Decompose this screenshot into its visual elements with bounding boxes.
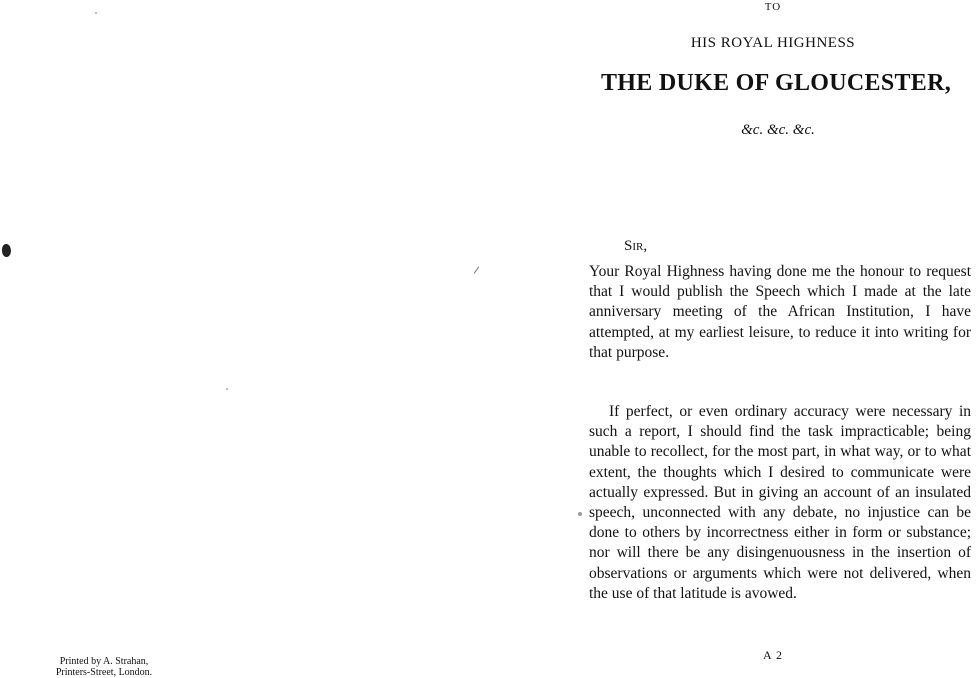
imprint-line-2: Printers-Street, London.	[55, 667, 153, 678]
ink-blot	[2, 244, 11, 257]
paragraph-1: Your Royal Highness having done me the honour to request that I would publish the Speech which I made at the late anniversary meeting of the African Institution, I have attempted, at my earliest leisure, to reduce it into writing for that purpose.	[589, 263, 971, 361]
imprint-line-1: Printed by A. Strahan,	[59, 656, 149, 667]
paper-speck	[95, 12, 97, 14]
dedication-etcetera: &c. &c. &c.	[741, 122, 815, 138]
paper-speck	[226, 388, 228, 390]
printer-imprint	[44, 656, 164, 678]
signature-mark: A 2	[762, 648, 783, 662]
paragraph-2: If perfect, or even ordinary accuracy were necessary in such a report, I should find the task impracticable; being unable to recollect, for the most part, in what way, or to what extent, the thoughts which I desired to communicate were actually expressed. But in giving an account of an insulated speech, unconnected with any debate, no injustice can be done to others by incorrectness either in form or substance; nor will there be any disingenuousness in the insertion of observations or arguments which were not delivered, when the use of that latitude is avowed.	[589, 403, 971, 602]
margin-mark	[578, 512, 582, 516]
dedication-to: TO	[764, 1, 782, 13]
salutation: Sir,	[624, 238, 648, 254]
dedication-recipient-line: HIS ROYAL HIGHNESS	[690, 35, 856, 51]
ink-mark	[474, 266, 479, 273]
dedication-title: THE DUKE OF GLOUCESTER,	[600, 70, 952, 96]
right-page	[580, 0, 976, 667]
